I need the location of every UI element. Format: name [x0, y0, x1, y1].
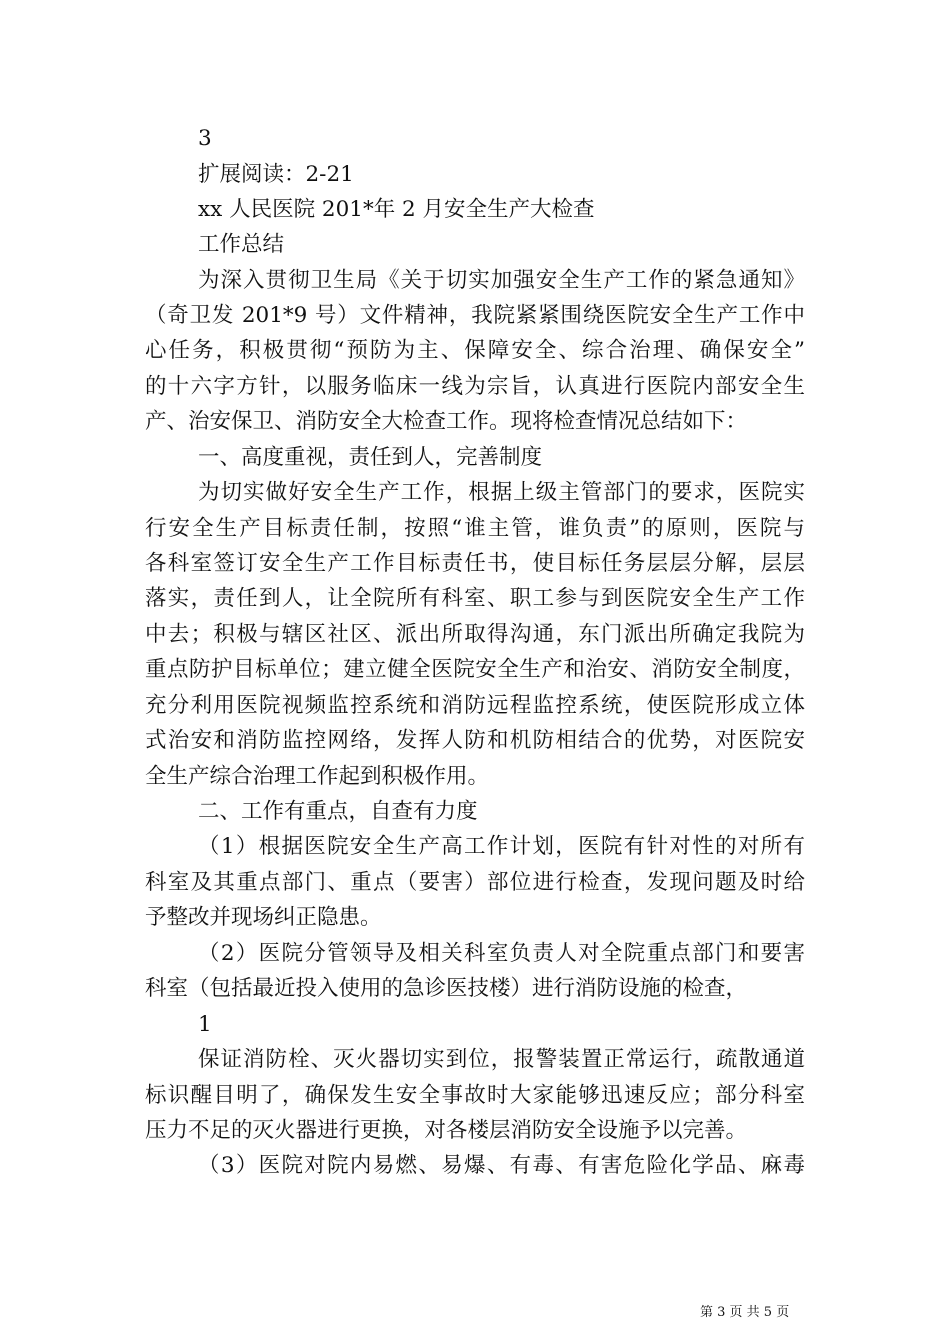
section-2-heading: 二、工作有重点，自查有力度	[198, 799, 478, 824]
item-3-line: （3）医院对院内易燃、易爆、有毒、有害危险化学品、麻毒	[198, 1153, 805, 1178]
item-1-line: 予整改并现场纠正隐患。	[145, 905, 382, 930]
item-1-line: （1）根据医院安全生产高工作计划，医院有针对性的对所有	[198, 834, 805, 859]
intro-line: 产、治安保卫、消防安全大检查工作。现将检查情况总结如下：	[145, 409, 748, 434]
section-1-line: 行安全生产目标责任制，按照“谁主管，谁负责”的原则，医院与	[145, 516, 805, 541]
item-2-continued-line: 标识醒目明了，确保发生安全事故时大家能够迅速反应；部分科室	[145, 1083, 805, 1108]
section-1-line: 全生产综合治理工作起到积极作用。	[145, 764, 490, 789]
section-1-line: 充分利用医院视频监控系统和消防远程监控系统，使医院形成立体	[145, 693, 805, 718]
section-1-heading: 一、高度重视，责任到人，完善制度	[198, 445, 543, 470]
item-2-continued-line: 保证消防栓、灭火器切实到位，报警装置正常运行，疏散通道	[198, 1047, 805, 1072]
document-title-line-1: xx 人民医院 201*年 2 月安全生产大检查	[198, 197, 595, 222]
intro-line: 的十六字方针，以服务临床一线为宗旨，认真进行医院内部安全生	[145, 374, 805, 399]
document-title-line-2: 工作总结	[198, 232, 285, 257]
item-1-line: 科室及其重点部门、重点（要害）部位进行检查，发现问题及时给	[145, 870, 805, 895]
section-1-line: 为切实做好安全生产工作，根据上级主管部门的要求，医院实	[198, 480, 805, 505]
extended-reading-label: 扩展阅读：2-21	[198, 162, 354, 187]
top-page-number: 3	[198, 126, 212, 151]
section-1-line: 落实，责任到人，让全院所有科室、职工参与到医院安全生产工作	[145, 586, 805, 611]
page-footer: 第 3 页 共 5 页	[700, 1305, 790, 1320]
intro-line: 心任务，积极贯彻“预防为主、保障安全、综合治理、确保安全”	[145, 338, 805, 363]
section-1-line: 各科室签订安全生产工作目标责任书，使目标任务层层分解，层层	[145, 551, 805, 576]
item-2-continued-line: 压力不足的灭火器进行更换，对各楼层消防安全设施予以完善。	[145, 1118, 748, 1143]
inline-page-number: 1	[198, 1012, 212, 1037]
intro-line: （奇卫发 201*9 号）文件精神，我院紧紧围绕医院安全生产工作中	[145, 303, 805, 328]
section-1-line: 式治安和消防监控网络，发挥人防和机防相结合的优势，对医院安	[145, 728, 805, 753]
intro-line: 为深入贯彻卫生局《关于切实加强安全生产工作的紧急通知》	[198, 268, 805, 293]
section-1-line: 中去；积极与辖区社区、派出所取得沟通，东门派出所确定我院为	[145, 622, 805, 647]
item-2-line: 科室（包括最近投入使用的急诊医技楼）进行消防设施的检查，	[145, 976, 748, 1001]
section-1-line: 重点防护目标单位；建立健全医院安全生产和治安、消防安全制度，	[145, 657, 805, 682]
item-2-line: （2）医院分管领导及相关科室负责人对全院重点部门和要害	[198, 941, 805, 966]
